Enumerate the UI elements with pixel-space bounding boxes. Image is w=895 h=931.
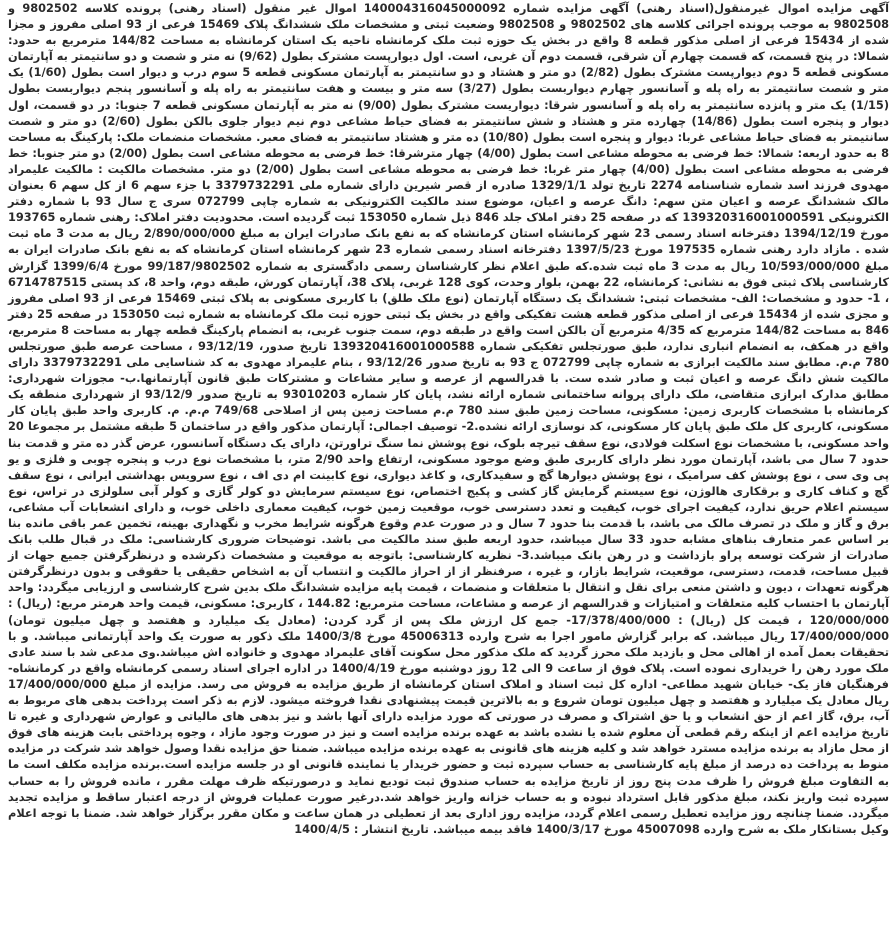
auction-notice-text: آگهی مزایده اموال غیرمنقول(اسناد رهنی) آگهی مزایده شماره 140004316045000092 اموال غیر منقول (اسناد رهنی) پرونده کلاسه 9802502 و 9802508 به موجب پرونده اجرائی کلاسه های 9802502 و 9802508 وضعیت ثبتی و مشخصات ملک ششدانگ پلاک 15469 فرعی از 93 اصلی مفروز و مجزا شده از 15434 فرعی از اصلی مذکور قطعه 8 واقع در بخش یک حوزه ثبت ملک کرمانشاه ناحیه یک استان کرمانشاه به مساحت 144/82 مترمربع به حدود: شمالا: در پنج قسمت، که قسمت چهارم آن شرقی، قسمت دوم آن غربی، است. اول دیوارپست مشترک بطول (9/62) نه متر و شصت و دو سانتیمتر به آپارتمان مسکونی قطعه 5 دوم دیوارپست مشترک بطول (2/82) دو متر و هشتاد و دو سانتیمتر به آپارتمان مسکونی قطعه 5 سوم درب و دیوار است بطول (1/60) یک متر و شصت سانتیمتر به راه پله و آسانسور چهارم دیواربست بطول (3/27) سه متر و بیست و هفت سانتیمتر به راه پله و آسانسور پنجم دیواربست بطول (1/15) یک متر و پانزده سانتیمتر به راه پله و آسانسور شرقا: دیواریست مشترک بطول (9/00) نه متر به آپارتمان مسکونی قطعه 7 جنوبا: در دو قسمت، اول دیوار و پنجره است بطول (14/86) چهارده متر و هشتاد و شش سانتیمتر به فضای حیاط مشاعی دوم نیم دیوار جلوی بالکن بطول (2/60) دو متر و شصت سانتیمتر به فضای حیاط مشاعی غربا: دیوار و پنجره است بطول (10/80) ده متر و هشتاد سانتیمتر به فضای معبر. مشخصات منضمات ملک: پارکینگ به مساحت 8 به حدود اربعه: شمالا: خط فرضی به محوطه مشاعی است بطول (4/00) چهار مترشرقا: خط فرضی به محوطه مشاعی است بطول (2/00) دو متر جنوبا: خط فرضی به محوطه مشاعی است بطول (4/00) چهار متر غربا: خط فرضی به محوطه مشاعی است بطول (2/00) دو متر. مشخصات مالکیت : مالکیت علیمراد مهدوی فرزند اسد شماره شناسنامه 2274 تاریخ تولد 1329/1/1 صادره از قصر شیرین دارای شماره ملی 3379732291 با جزء سهم 6 از کل سهم 6 بعنوان مالک ششدانگ عرصه و اعیان متن سهم: دانگ عرصه و اعیان، موضوع سند مالکیت الکترونیکی به شماره چاپی 072799 سری ج سال 93 با شماره دفتر الکترونیکی 139320316001000591 که در صفحه 25 دفتر املاک جلد 846 ذیل شماره 153050 ثبت گردیده است. محدودیت دفتر املاک: رهنی شماره 193765 مورخ 1394/12/19 دفترخانه اسناد رسمی 23 شهر کرمانشاه استان کرمانشاه که به نفع بانک صادرات ایران به مبلغ 2/890/000/000 ریال به مدت 3 ماه ثبت شده . مازاد دارد رهنی شماره 197535 مورخ 1397/5/23 دفترخانه اسناد رسمی شماره 23 شهر کرمانشاه استان کرمانشاه که به نفع بانک صادرات ایران به مبلغ 10/593/000/000 ریال به مدت 3 ماه ثبت شده.که طبق اعلام نظر کارشناسان رسمی دادگستری به شماره 99/187/9802502 مورخ 1399/6/4 گزارش کارشناسی پلاک ثبتی فوق به نشانی: کرمانشاه، 22 بهمن، بلوار وحدت، کوی 128 غربی، پلاک 38، آپارتمان کورش، طبقه دوم، واحد 8، کد پستی 6714787515 ، 1- حدود و مشخصات: الف- مشخصات ثبتی: ششدانگ یک دستگاه آپارتمان (نوع ملک طلق) با کاربری مسکونی به پلاک ثبتی 15469 فرعی از 93 اصلی مفروز و مجزی شده از 15434 فرعی از اصلی مذکور قطعه هشت تفکیکی واقع در بخش یک ثبتی حوزه ثبت ملک کرمانشاه به شماره ثبت 153050 در صفحه 25 دفتر 846 به مساحت 144/82 مترمربع که 4/35 مترمربع آن بالکن است واقع در طبقه دوم، سمت جنوب غربی، به انضمام پارکینگ قطعه چهار به مساحت 8 مترمربع، واقع در همکف، به انضمام انباری ندارد، طبق صورتجلس تفکیکی شماره 139320416001000588 تاریخ صدور، 93/12/19 ، مساحت عرصه طبق صورتجلس 780 م.م. مطابق سند مالکیت ابرازی به شماره چاپی 072799 ج 93 به تاریخ صدور 93/12/26 ، بنام علیمراد مهدوی به کد شناسایی ملی 3379732291 دارای مالکیت شش دانگ عرصه و اعیان ثبت و صادر شده ست. با قدرالسهم از عرصه و سایر مشاعات و مشترکات طبق قانون آپارتمانها.ب- مجوزات شهرداری: مطابق مدارک ابرازی متقاضی، ملک دارای پروانه ساختمانی شماره ارائه نشد، پایان کار شماره 93010203 به تاریخ صدور 93/12/9 از شهرداری منطقه یک کرمانشاه با مشخصات کاربری زمین: مسکونی، مساحت زمین طبق سند 780 م.م مساحت زمین پس از اصلاحی 749/68 م.م. م. کاربری واحد طبق پایان کار مسکونی، کاربری کل ملک طبق پایان کار مسکونی، کد نوسازی ارائه نشده.2- توصیف اجمالی: آپارتمان مذکور واقع در ساختمان 5 طبقه مشتمل بر مجموعا 20 واحد مسکونی، با مشخصات نوع اسکلت فولادی، نوع سقف تیرچه بلوک، نوع پوشش نما سنگ تراورتن، دارای یک دستگاه آسانسور، عرض گذر ده متر و قدمت بنا حدود 7 سال می باشد، آپارتمان مورد نظر دارای کاربری طبق وضع موجود مسکونی، ارتفاع واحد 2/90 متر، با مشخصات نوع درب و پنجره چوبی و فلزی و یو پی وی سی ، نوع پوشش کف سرامیک ، نوع پوشش دیوارها گچ و سفیدکاری، و کاغذ دیواری، نوع کابینت ام دی اف ، نوع سرویس بهداشتی ایرانی ، نوع سقف گچ و کناف کاری و برقکاری هالوژن، نوع سیستم گرمایش گاز کشی و پکیج اختصاص، نوع سیستم سرمایش دو کولر گازی و کولر آبی سلولزی در تراس، نوع سیستم اعلام حریق ندارد، کیفیت اجرای خوب، کیفیت و تعدد دسترسی خوب، موقعیت زمین خوب، کیفیت معماری داخلی خوب، و دارای انشعابات آب مشاعی، برق و گاز و ملک در تصرف مالک می باشد، با قدمت بنا حدود 7 سال و در صورت عدم وقوع هرگونه شرایط مخرب و نگهداری بهینه، تخمین عمر باقی مانده بنا بر اساس عمر متعارف بناهای مشابه حدود 33 سال میباشد، حدود اربعه طبق سند مالکیت می باشد. توضیحات ضروری کارشناسی: ملک در قبال طلب بانک صادرات از شرکت توسعه پراو بازداشت و در رهن بانک میباشد.3- نظریه کارشناسی: باتوجه به موقعیت و مشخصات ذکرشده و درنظرگرفتن جمیع جهات از قبیل مساحت، قدمت، دسترسی، موقعیت، شرایط بازار، و غیره ، صرفنظر از از احراز مالکیت و انتساب آن به اشخاص حقیقی یا حقوقی و بدون درنظرگرفتن هرگونه تعهدات ، دیون و داشتن منعی برای نقل و انتقال با متعلقات و منضمات ، قیمت پایه مزایده ششدانگ ملک بدین شرح کارشناسی و ارزیابی میگردد: واحد آپارتمان با احتساب کلیه متعلقات و امتیازات و قدرالسهم از عرصه و مشاعات، مساحت مترمربع: 144.82 ، کاربری: مسکونی، قیمت واحد هرمتر مربع: (ریال) : 120/000/000 ، قیمت کل (ریال) : 17/378/400/000- جمع کل ارزش ملک پس از گرد کردن: (معادل یک میلیارد و هفتصد و چهل میلیون تومان) 17/400/000/000 ریال میباشد. که برابر گزارش مامور اجرا به شرح وارده 45006313 مورخ 1400/3/8 ملک ذکور به صورت یک واحد آپارتمانی میباشد. و با تحقیقات بعمل آمده از اهالی محل و بازدید ملک محرز گردید که ملک مذکور محل سکونت آقای علیمراد مهدوی و خانواده اش میباشد.وی مدعی شد با سند عادی ملک مورد رهن را خریداری نموده است. پلاک فوق از ساعت 9 الی 12 روز دوشنبه مورخ 1400/4/19 در اداره اجرای اسناد رسمی کرمانشاه واقع در کرمانشاه- فرهنگیان فاز یک- خیابان شهید مطاعی- اداره کل ثبت اسناد و املاک استان کرمانشاه از طریق مزایده به فروش می رسد. مزایده از مبلغ 17/400/000/000 ریال معادل یک میلیارد و هفتصد و چهل میلیون تومان شروع و به بالاترین قیمت پیشنهادی نقدا فروخته میشود. لازم به ذکر است پرداخت بدهی های مربوط به آب، برق، گاز اعم از حق انشعاب و یا حق اشتراک و مصرف در صورتی که مورد مزایده دارای آنها باشد و نیز بدهی های مالیاتی و عوارض شهرداری و غیره تا تاریخ مزایده اعم از اینکه رقم قطعی آن معلوم شده یا نشده باشد به عهده برنده مزایده است و نیز در صورت وجود مازاد ، وجوه پرداختی بابت هزینه های فوق از محل مازاد به برنده مزایده مسترد خواهد شد و کلیه هزینه های قانونی به عهده برنده مزایده میباشد. ضمنا حق مزایده نقدا وصول خواهد شد شرکت در مزایده منوط به پرداخت ده درصد از مبلغ پایه کارشناسی به حساب سپرده ثبت و حضور خریدار یا نماینده قانونی او در جلسه مزایده است.برنده مزایده مکلف است ما به التفاوت مبلغ فروش را ظرف مدت پنج روز از تاریخ مزایده به حساب صندوق ثبت تودیع نماید و درصورتیکه ظرف مهلت مقرر ، مانده فروش را به حساب سپرده ثبت واریز نکند، مبلغ مذکور قابل استرداد نبوده و به حساب خزانه واریز خواهد شد.درغیر صورت عملیات فروش از درجه اعتبار ساقط و مزایده تجدید میگردد. ضمنا چنانچه روز مزایده تعطیل رسمی اعلام گردد، مزایده روز اداری بعد از تعطیلی در همان ساعت و مکان مقرر برگزار خواهد شد. ضمنا با توجه اعلام وکیل بستانکار ملک به شرح وارده 45007098 مورخ 1400/3/17 فاقد بیمه میباشد. تاریخ انتشار : 1400/4/5 [8,1,890,836]
